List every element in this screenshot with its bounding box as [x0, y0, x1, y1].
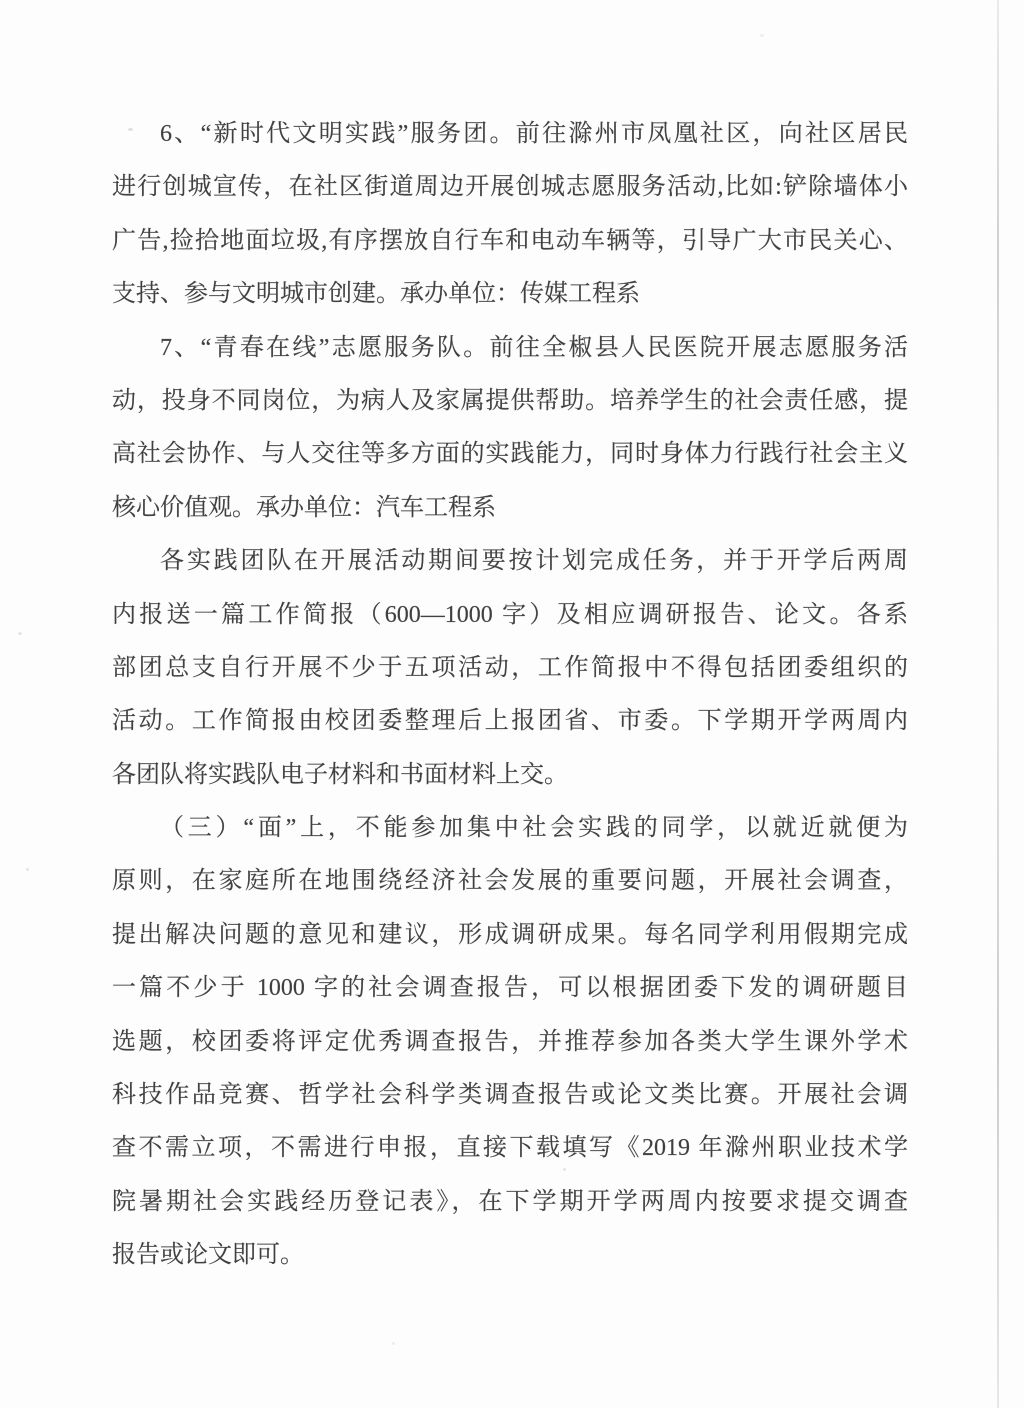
document-line: 广告,捡拾地面垃圾,有序摆放自行车和电动车辆等，引导广大市民关心、 [112, 227, 908, 254]
document-line: 报告或论文即可。 [112, 1242, 304, 1269]
document-line: 高社会协作、与人交往等多方面的实践能力，同时身体力行践行社会主义 [112, 441, 908, 468]
document-line: 动，投身不同岗位，为病人及家属提供帮助。培养学生的社会责任感，提 [112, 387, 908, 414]
paragraph-item-7 [112, 322, 908, 536]
document-line: 7、“青春在线”志愿服务队。前往全椒县人民医院开展志愿服务活 [160, 334, 908, 361]
document-line: 原则，在家庭所在地围绕经济社会发展的重要问题，开展社会调查， [112, 868, 908, 895]
document-line: 科技作品竞赛、哲学社会科学类调查报告或论文类比赛。开展社会调 [112, 1082, 908, 1109]
paragraph-section-three [112, 802, 908, 1283]
document-line: 活动。工作简报由校团委整理后上报团省、市委。下学期开学两周内 [112, 708, 908, 735]
document-line: 查不需立项，不需进行申报，直接下载填写《2019 年滁州职业技术学 [112, 1135, 908, 1162]
document-line: 进行创城宣传，在社区街道周边开展创城志愿服务活动,比如:铲除墙体小 [112, 174, 908, 201]
document-line: 各团队将实践队电子材料和书面材料上交。 [112, 761, 568, 788]
scan-edge-line [997, 0, 999, 1408]
paragraph-item-6 [112, 108, 908, 322]
document-line: 内报送一篇工作简报（600—1000 字）及相应调研报告、论文。各系 [112, 601, 908, 628]
document-line: 部团总支自行开展不少于五项活动，工作简报中不得包括团委组织的 [112, 654, 908, 681]
scan-speck [26, 868, 29, 871]
document-line: 一篇不少于 1000 字的社会调查报告，可以根据团委下发的调研题目 [112, 975, 908, 1002]
document-line: 选题，校团委将评定优秀调查报告，并推荐参加各类大学生课外学术 [112, 1028, 908, 1055]
document-line: 提出解决问题的意见和建议，形成调研成果。每名同学利用假期完成 [112, 921, 908, 948]
scan-speck [392, 1342, 395, 1345]
document-body [112, 108, 908, 1283]
document-line: 支持、参与文明城市创建。承办单位：传媒工程系 [112, 281, 640, 308]
scan-speck [18, 632, 22, 635]
document-line: （三）“面”上，不能参加集中社会实践的同学，以就近就便为 [160, 815, 908, 842]
document-line: 核心价值观。承办单位：汽车工程系 [112, 494, 496, 521]
document-line: 院暑期社会实践经历登记表》，在下学期开学两周内按要求提交调查 [112, 1188, 908, 1215]
document-line: 6、“新时代文明实践”服务团。前往滁州市凤凰社区，向社区居民 [160, 121, 908, 147]
paragraph-team-requirements [112, 535, 908, 802]
scan-speck [760, 34, 764, 37]
document-line: 各实践团队在开展活动期间要按计划完成任务，并于开学后两周 [160, 548, 908, 575]
